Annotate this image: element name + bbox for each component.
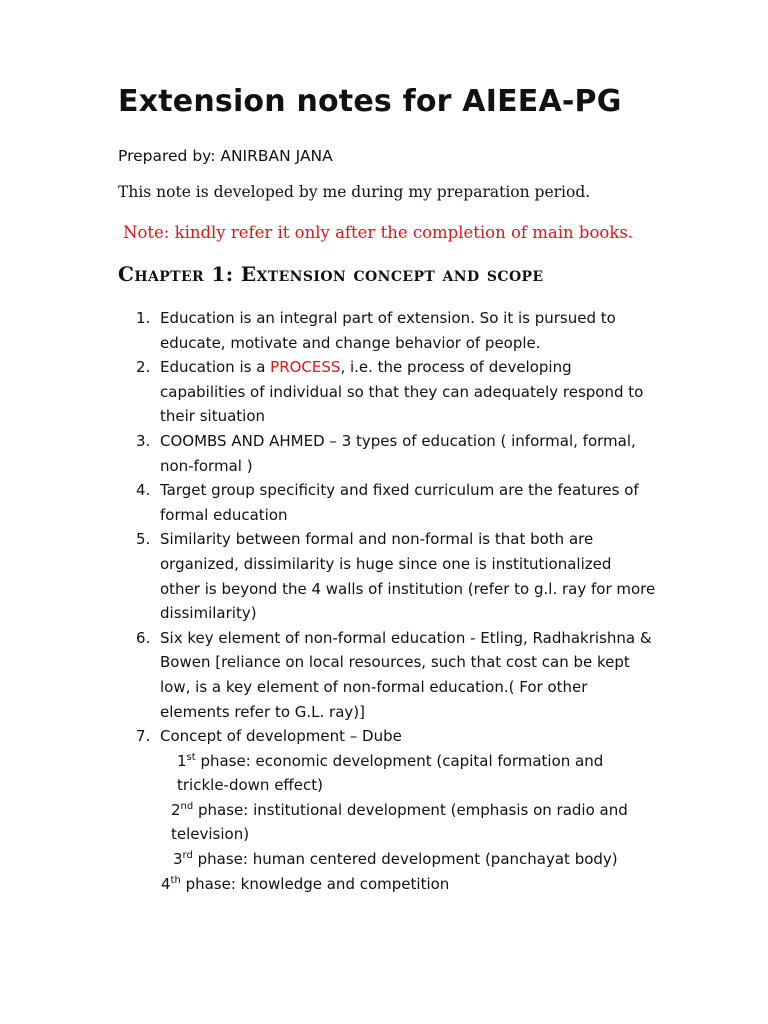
phase-number: 4	[161, 874, 171, 893]
document-title: Extension notes for AIEEA-PG	[118, 84, 622, 119]
list-item	[136, 355, 656, 429]
prepared-by: Prepared by: ANIRBAN JANA	[118, 147, 333, 165]
list-item-text: COOMBS AND AHMED – 3 types of education ( informal, formal, non-formal )	[160, 431, 636, 475]
list-item-text: Education is a	[160, 358, 271, 377]
list-item-text: Education is an integral part of extension. So it is pursued to educate, motivate and change behavior of people.	[160, 309, 616, 352]
list-item-number: 1.	[136, 309, 151, 327]
phase-text: phase: institutional development (emphasis on radio and television)	[171, 800, 628, 844]
notes-list	[136, 306, 656, 896]
list-item-number: 7.	[136, 727, 151, 746]
list-item	[136, 478, 656, 527]
phase-suffix: rd	[182, 850, 193, 862]
phase-number: 3	[173, 850, 183, 869]
phase-suffix: nd	[180, 800, 194, 812]
list-item	[136, 306, 656, 355]
list-item-number: 4.	[136, 481, 151, 500]
phase-text: phase: knowledge and competition	[180, 874, 450, 893]
list-item-text: Six key element of non-formal education - Etling, Radhakrishna & Bowen [reliance on local resources, such that cost can be kept low, is a key element of non-formal education.( For other elements refer to G.L. ray)]	[160, 628, 652, 721]
development-phase	[160, 798, 656, 847]
phase-text: phase: human centered development (panchayat body)	[192, 850, 618, 869]
phase-number: 1	[177, 751, 187, 770]
list-item	[136, 626, 656, 724]
list-item-text: Concept of development – Dube	[160, 727, 402, 746]
chapter-heading: Chapter 1: Extension concept and scope	[118, 262, 544, 286]
list-item	[136, 527, 656, 625]
list-item-number: 3.	[136, 431, 151, 450]
development-phase	[152, 872, 656, 897]
list-item-number: 2.	[136, 358, 151, 377]
list-item-text: Target group specificity and fixed curriculum are the features of formal education	[160, 481, 639, 524]
development-phase	[160, 847, 656, 872]
list-item	[136, 429, 656, 478]
phase-suffix: st	[186, 751, 196, 763]
note-text: Note: kindly refer it only after the completion of main books.	[123, 223, 634, 242]
phase-number: 2	[171, 800, 181, 819]
list-item-number: 6.	[136, 628, 151, 647]
list-item-text: Similarity between formal and non-formal is that both are organized, dissimilarity is huge since one is institutionalized other is beyond the 4 walls of institution (refer to g.l. ray for more dissimilarity)	[160, 530, 656, 623]
intro-text: This note is developed by me during my preparation period.	[118, 183, 591, 201]
list-item	[136, 724, 656, 896]
list-item-number: 5.	[136, 530, 151, 549]
phase-suffix: th	[170, 874, 181, 886]
development-phase	[160, 749, 656, 798]
phase-text: phase: economic development (capital formation and trickle-down effect)	[177, 751, 604, 795]
list-item-text: , i.e. the process of developing capabilities of individual so that they can adequately respond to their situation	[160, 358, 644, 426]
process-highlight: PROCESS	[270, 358, 341, 377]
